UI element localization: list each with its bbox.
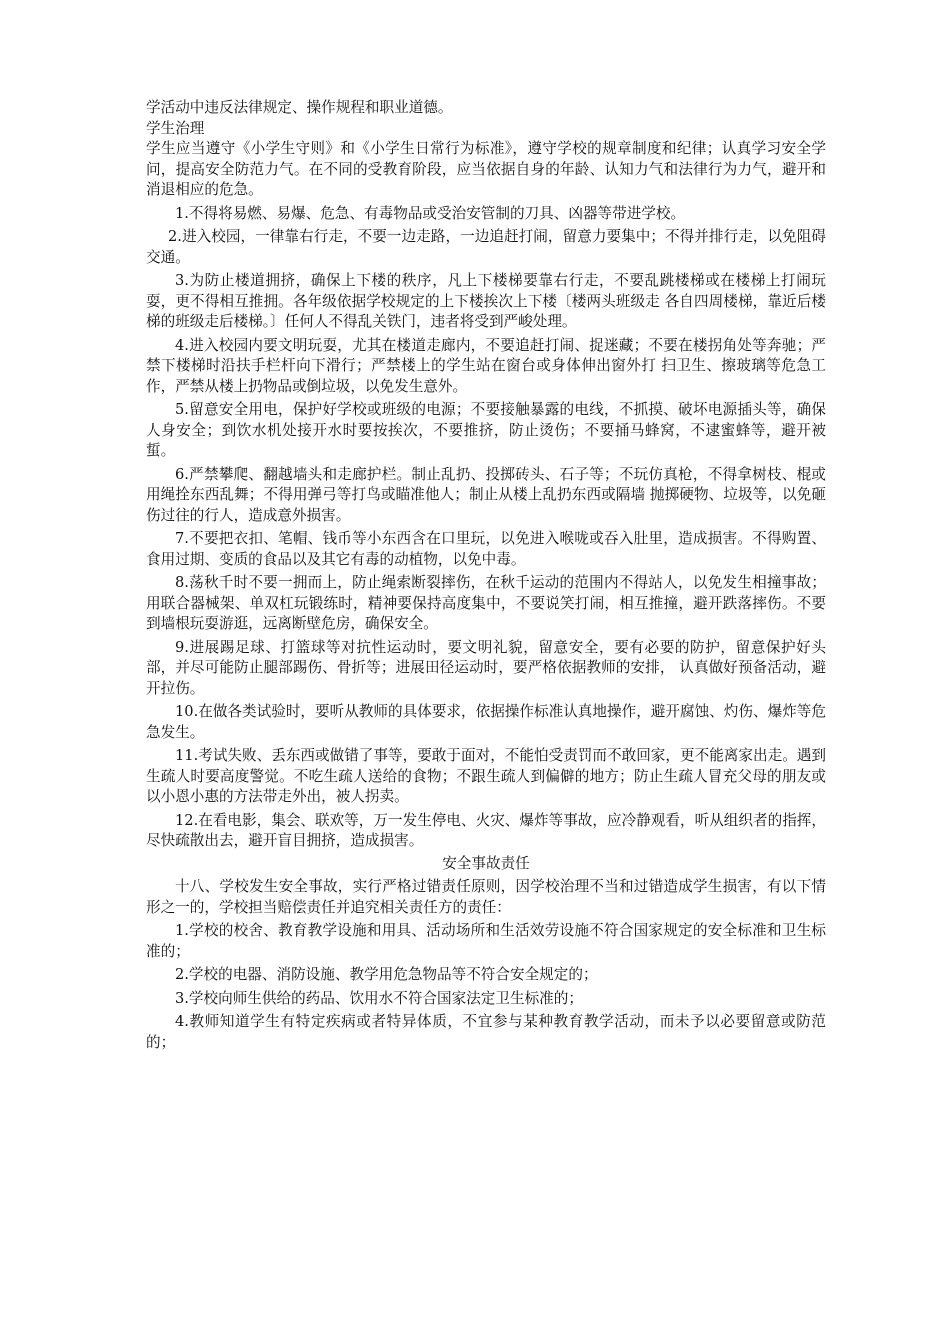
- liability-intro: 十八、学校发生安全事故，实行严格过错责任原则，因学校治理不当和过错造成学生损害，有以下情形之一的，学校担当赔偿责任并追究相关责任方的责任：: [146, 878, 826, 916]
- rule-item-7: 7.不要把衣扣、笔帽、钱币等小东西含在口里玩，以免进入喉咙或吞入肚里，造成损害。不得购置、食用过期、变质的食品以及其它有毒的动植物，以免中毒。: [146, 530, 826, 568]
- rule-item-1: 1.不得将易燃、易爆、危急、有毒物品或受治安管制的刀具、凶器等带进学校。: [175, 204, 686, 222]
- rule-item-11: 11.考试失败、丢东西或做错了事等，要敢于面对，不能怕受责罚而不敢回家，更不能离家出走。遇到生疏人时要高度警觉。不吃生疏人送给的食物；不跟生疏人到偏僻的地方；防止生疏人冒充父母的朋友或以小恩小惠的方法带走外出，被人拐卖。: [146, 747, 826, 805]
- liability-item-1: 1.学校的校舍、教育教学设施和用具、活动场所和生活效劳设施不符合国家规定的安全标准和卫生标准的；: [146, 922, 826, 960]
- rule-item-3: 3.为防止楼道拥挤，确保上下楼的秩序，凡上下楼梯要靠右行走，不要乱跳楼梯或在楼梯上打闹玩耍，更不得相互推拥。各年级依据学校规定的上下楼挨次上下楼〔楼两头班级走 各自四周楼梯，靠近后楼梯的班级走后楼梯。〕任何人不得乱关铁门，违者将受到严峻处理。: [146, 272, 826, 330]
- liability-item-3: 3.学校向师生供给的药品、饮用水不符合国家法定卫生标准的；: [175, 989, 583, 1007]
- rule-item-6: 6.严禁攀爬、翻越墙头和走廊护栏。制止乱扔、投掷砖头、石子等；不玩仿真枪，不得拿树枝、棍或用绳拴东西乱舞；不得用弹弓等打鸟或瞄准他人；制止从楼上乱扔东西或隔墙 抛掷硬物、垃圾等，以免砸伤过往的行人，造成意外损害。: [146, 465, 826, 524]
- section-heading-liability: 安全事故责任: [442, 854, 530, 872]
- liability-item-2: 2.学校的电器、消防设施、教学用危急物品等不符合安全规定的；: [175, 966, 598, 983]
- rule-item-4: 4.进入校园内要文明玩耍，尤其在楼道走廊内，不要追赶打闹、捉迷藏；不要在楼拐角处等奔驰；严禁下楼梯时沿扶手栏杆向下滑行；严禁楼上的学生站在窗台或身体伸出窗外打 扫卫生、擦玻璃等危急工作，严禁从楼上扔物品或倒垃圾，以免发生意外。: [146, 336, 826, 395]
- lead-line: 学活动中违反法律规定、操作规程和职业道德。: [146, 99, 453, 116]
- document-page: [146, 98, 826, 1053]
- rule-item-12: 12.在看电影，集会、联欢等，万一发生停电、火灾、爆炸等事故，应冷静观看，听从组织者的指挥，尽快疏散出去，避开盲目拥挤，造成损害。: [146, 811, 826, 849]
- intro-paragraph: 学生应当遵守《小学生守则》和《小学生日常行为标准》，遵守学校的规章制度和纪律；认真学习安全学问，提高安全防范力气。在不同的受教育阶段，应当依据自身的年龄、认知力气和法律行为力气，避开和消退相应的危急。: [146, 140, 826, 198]
- rule-item-10: 10.在做各类试验时，要听从教师的具体要求，依据操作标准认真地操作，避开腐蚀、灼伤、爆炸等危急发生。: [146, 703, 826, 741]
- rule-item-9: 9.进展踢足球、打篮球等对抗性运动时，要文明礼貌，留意安全，要有必要的防护，留意保护好头部，并尽可能防止腿部踢伤、骨折等；进展田径运动时，要严格依据教师的安排， 认真做好预备活动，避开拉伤。: [146, 638, 826, 697]
- rule-item-8: 8.荡秋千时不要一拥而上，防止绳索断裂摔伤，在秋千运动的范围内不得站人，以免发生相撞事故；用联合器械架、单双杠玩锻练时，精神要保持高度集中，不要说笑打闹，相互推撞，避开跌落摔伤。不要到墙根玩耍游逛，远离断壁危房，确保安全。: [146, 574, 826, 632]
- section-heading-student-management: 学生治理: [146, 119, 205, 137]
- rule-item-5: 5.留意安全用电，保护好学校或班级的电源；不要接触暴露的电线，不抓摸、破坏电源插头等，确保人身安全；到饮水机处接开水时要按挨次，不要推挤，防止烫伤；不要捅马蜂窝，不逮蜜蜂等，避开被蜇。: [146, 401, 826, 459]
- rule-item-2: 2.进入校园，一律靠右行走，不要一边走路，一边追赶打闹，留意力要集中；不得并排行走，以免阻碍交通。: [146, 228, 826, 266]
- liability-item-4: 4.教师知道学生有特定疾病或者特异体质，不宜参与某种教育教学活动，而未予以必要留意或防范的；: [146, 1013, 826, 1051]
